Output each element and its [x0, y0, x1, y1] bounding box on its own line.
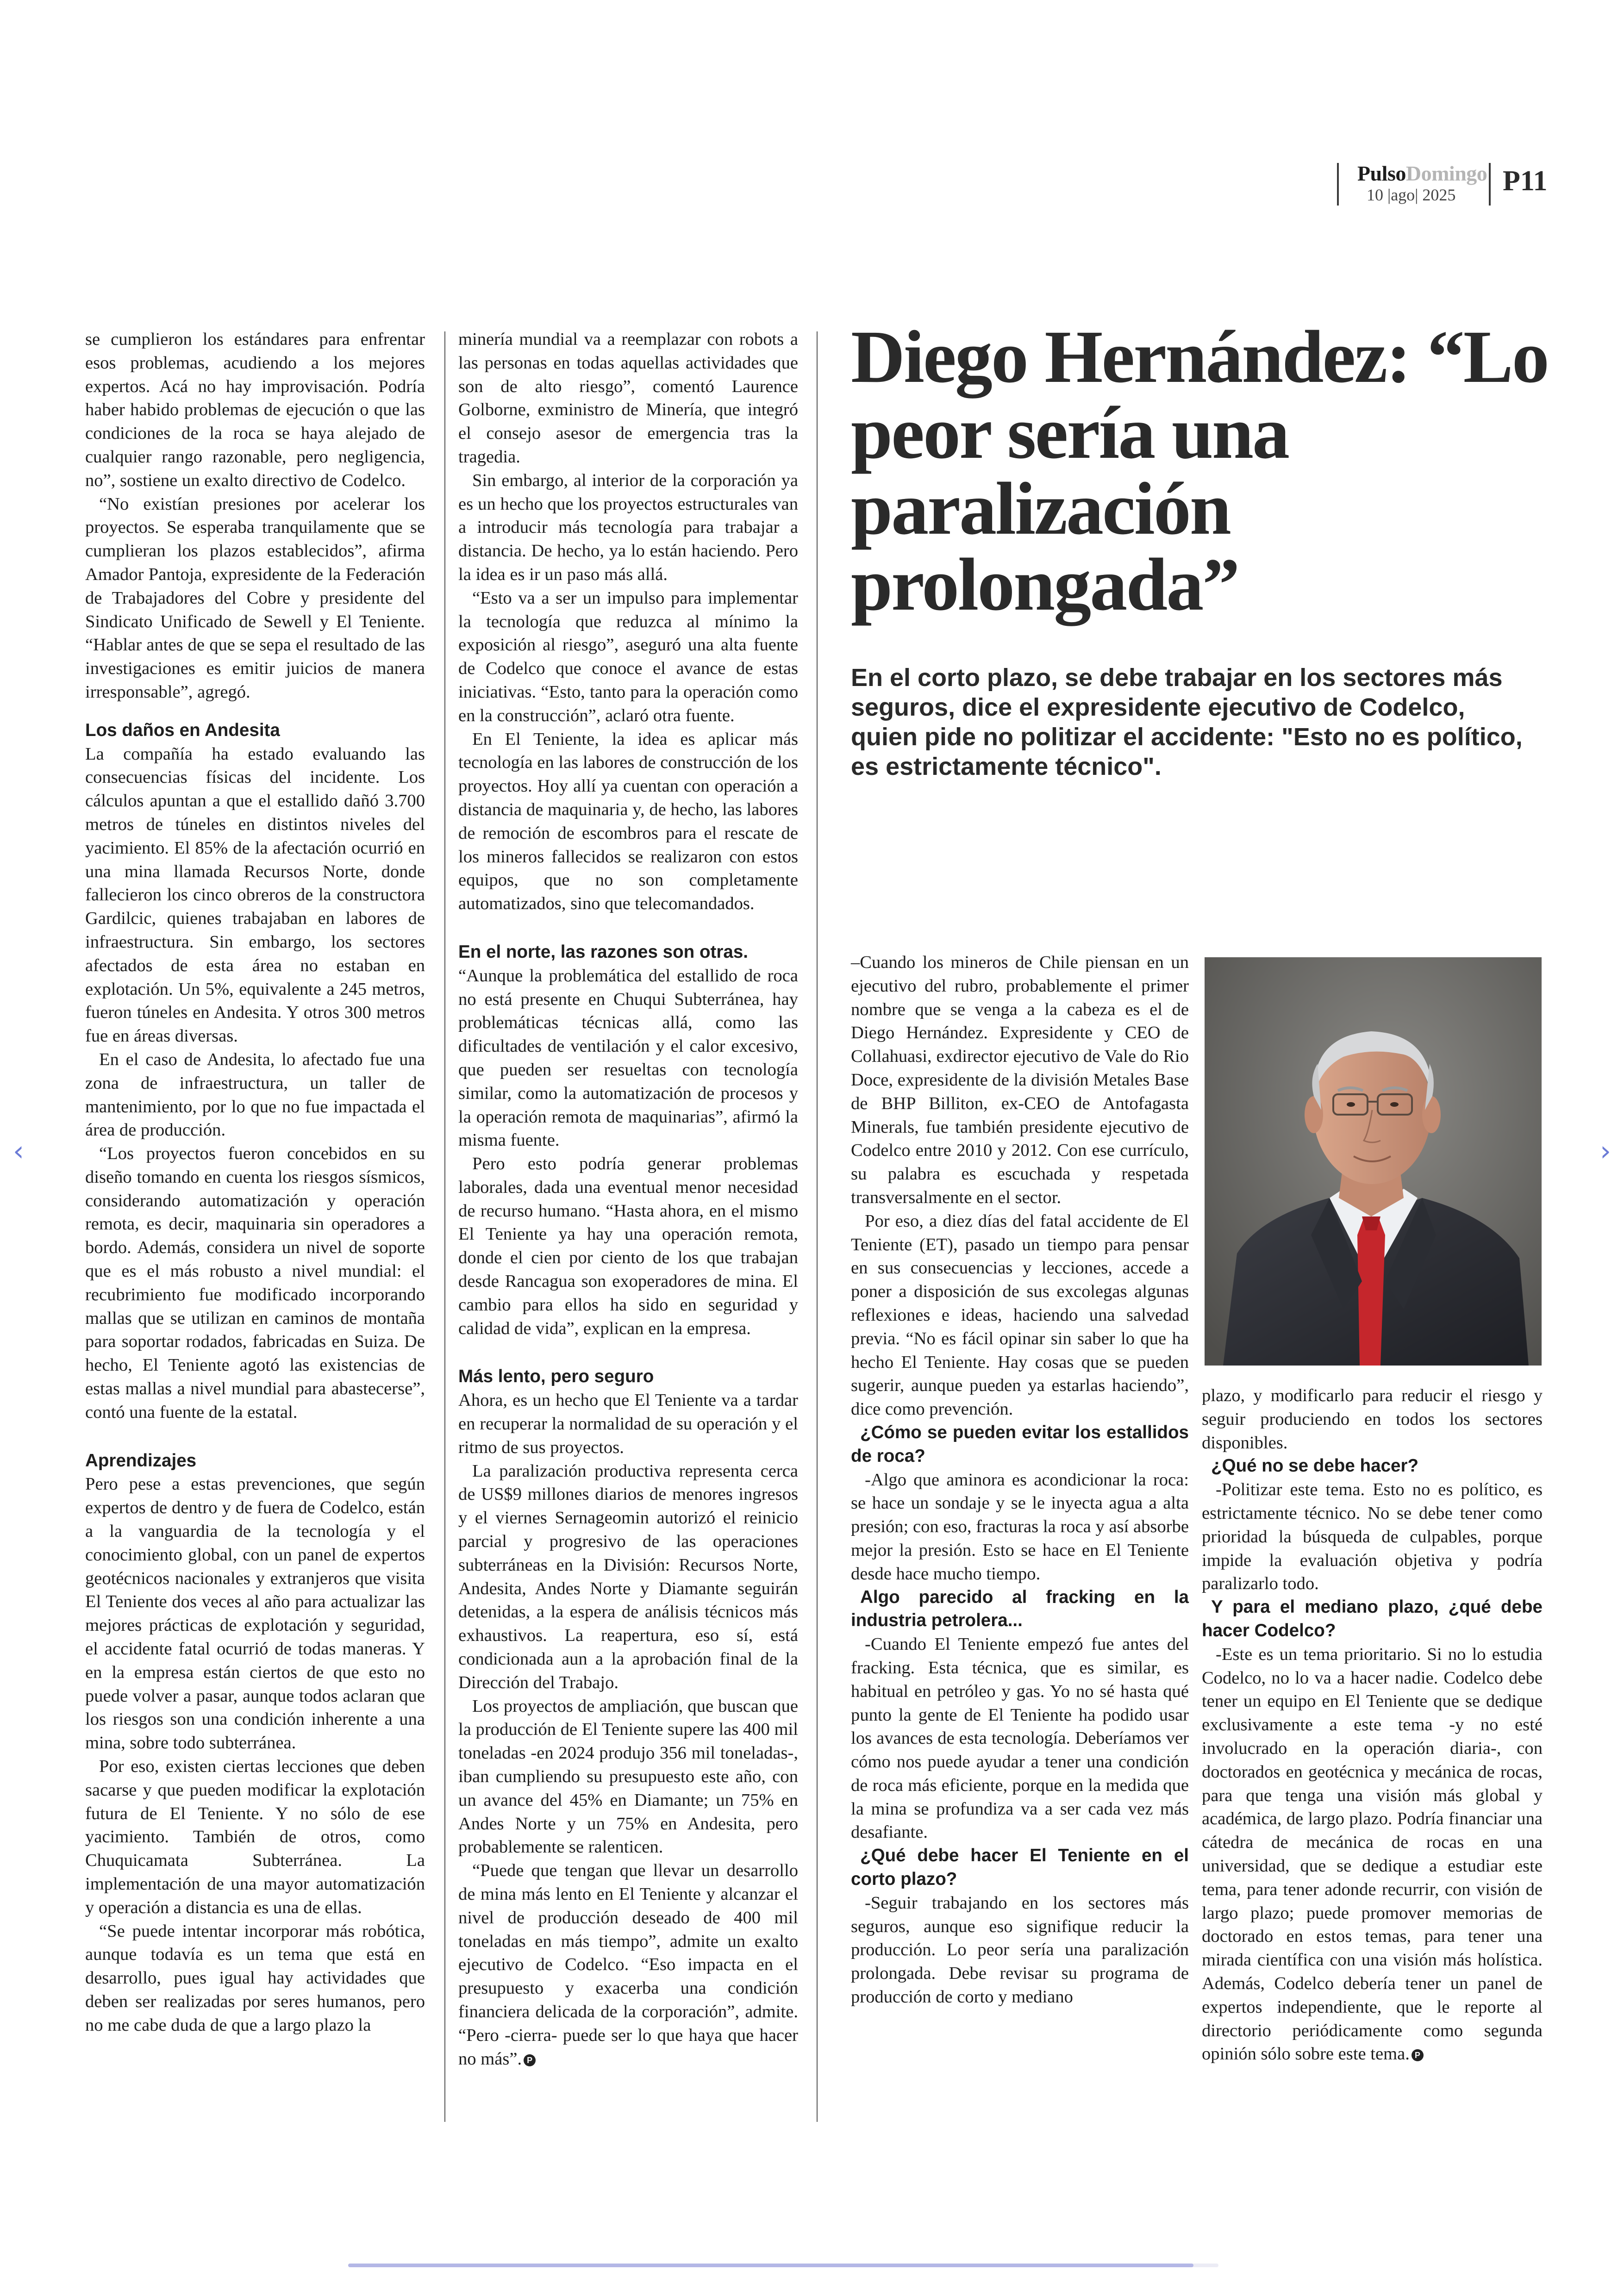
paragraph: “Los proyectos fueron concebidos en su diseño tomando en cuenta los riesgos sísmicos, considerando automatización y operación remota, es decir, maquinaria sin operadores a bordo. Además, considera un nivel de soporte que es el más robusto a nivel mundial: el recubrimiento fue modificado incorporando mallas que se utilizan en caminos de montaña para soportar rodados, fabricadas en Suiza. De hecho, El Teniente agotó las existencias de estas mallas a nivel mundial para abastecerse”, contó una fuente de la estatal.: [85, 1144, 425, 1422]
subheading: Aprendizajes: [85, 1450, 197, 1471]
paragraph: minería mundial va a reemplazar con robots a las personas en todas aquellas actividades que son de alto riesgo”, comentó Laurence Golborne, exministro de Minería, que integró el consejo asesor de emergencia tras la tragedia.: [458, 330, 798, 467]
brand-section: Domingo: [1405, 162, 1487, 185]
end-of-article-mark: P: [524, 2054, 536, 2066]
paragraph: “Esto va a ser un impulso para implementar la tecnología que reduzca al mínimo la exposición al riesgo”, aseguró una alta fuente de Codelco que conoce el avance de estas iniciativas. “Esto, tanto para la operación como en la construcción”, aclaró otra fuente.: [458, 588, 798, 725]
article-deck: En el corto plazo, se debe trabajar en los sectores más seguros, dice el expresidente ejecutivo de Codelco, quien pide no politizar el accidente: "Esto no es político, es estrictamente técnico".: [851, 664, 1523, 780]
interview-answer-continued: plazo, y modificarlo para reducir el riesgo y seguir produciendo en todos los sectores disponibles.: [1202, 1386, 1543, 1453]
horizontal-scrollbar-thumb[interactable]: [348, 2264, 1193, 2267]
column-rule: [444, 331, 445, 2122]
paragraph: [458, 1859, 798, 2070]
intro-paragraph: –Cuando los mineros de Chile piensan en un ejecutivo del rubro, probablemente el primer nombre que se venga a la cabeza es el de Diego Hernández. Expresidente y CEO de Collahuasi, exdirector ejecutivo de Vale do Rio Doce, expresidente de la división Metales Base de BHP Billiton, ex-CEO de Antofagasta Minerals, fue también presidente ejecutivo de Codelco entre 2010 y 2012. Con ese currículo, su palabra es escuchada y respetada transversalmente en el sector.: [851, 953, 1189, 1207]
paragraph: En El Teniente, la idea es aplicar más tecnología en las labores de construcción de los proyectos. Hoy allí ya cuentan con operación a distancia de maquinaria y, de hecho, las labores de remoción de escombros para el rescate de los mineros fallecidos se realizaron con estos equipos, que no son completamente automatizados, sino que telecomandados.: [458, 729, 798, 914]
subheading: En el norte, las razones son otras.: [458, 942, 749, 962]
paragraph: se cumplieron los estándares para enfrentar esos problemas, acudiendo a los mejores expertos. Acá no hay improvisación. Podría haber habido problemas de ejecución o que las condiciones de la roca se haya alejado de cualquier rango razonable, pero negligencia, no”, sostiene un exalto directivo de Codelco.: [85, 330, 425, 490]
paragraph: Pero pese a estas prevenciones, que según expertos de dentro y de fuera de Codelco, están a la vanguardia de la tecnología y el conocimiento global, con un panel de expertos geotécnicos nacionales y extranjeros que visita El Teniente dos veces al año para actualizar las mejores prácticas de explotación y seguridad, el accidente fatal ocurrió de todas maneras. Y en la empresa están ciertos de que esto no puede volver a pasar, aunque todos aclaran que los riesgos son una condición inherente a una mina, sobre todo subterránea.: [85, 1474, 425, 1753]
header-divider-right: [1489, 163, 1491, 206]
paragraph: “Aunque la problemática del estallido de roca no está presente en Chuqui Subterránea, hay problemáticas técnicas allá, como las dificultades de ventilación y el calor excesivo, que pueden ser resueltas con tecnología similar, como la automatización de procesos y la operación remota de maquinarias”, afirmó la misma fuente.: [458, 966, 798, 1150]
header-divider-left: [1337, 163, 1339, 206]
previous-page-button[interactable]: ‹: [13, 1135, 24, 1167]
interview-answer: -Seguir trabajando en los sectores más seguros, aunque eso signifique reducir la producción. Lo peor sería una paralización prolongada. Debe revisar su programa de producción de corto y mediano: [851, 1893, 1189, 2007]
paragraph: En el caso de Andesita, lo afectado fue una zona de infraestructura, un taller de mantenimiento, por lo que no fue impactada el área de producción.: [85, 1049, 425, 1140]
interview-answer: -Politizar este tema. Esto no es político, es estrictamente técnico. No se debe tener como prioridad la búsqueda de culpables, porque impide la evaluación objetiva y podría paralizarlo todo.: [1202, 1480, 1543, 1594]
interview-question: ¿Qué debe hacer El Teniente en el corto plazo?: [851, 1846, 1189, 1890]
column-rule: [817, 331, 818, 2122]
interview-column-2: [1202, 1384, 1543, 2066]
interview-answer: [1202, 1643, 1543, 2066]
issue-date: 10 |ago| 2025: [1367, 186, 1456, 204]
article-column-1: [85, 328, 425, 2037]
end-of-article-mark: P: [1412, 2049, 1424, 2061]
paragraph: Pero esto podría generar problemas laborales, dada una eventual menor necesidad de recurso humano. “Hasta ahora, en el mismo El Teniente ya hay una operación remota, donde el cien por ciento de los que trabajan desde Rancagua son exoperadores de mina. El cambio para ellos ha sido en seguridad y calidad de vida”, explican en la empresa.: [458, 1154, 798, 1338]
paragraph: Los proyectos de ampliación, que buscan que la producción de El Teniente supere las 400 mil toneladas -en 2024 produjo 356 mil toneladas-, iban cumpliendo su presupuesto este año, con un avance del 45% en Diamante; un 75% en Andes Norte y un 75% en Andesita, pero probablemente se ralenticen.: [458, 1696, 798, 1857]
interview-question: Y para el mediano plazo, ¿qué debe hacer Codelco?: [1202, 1597, 1543, 1640]
paragraph: “Se puede intentar incorporar más robótica, aunque todavía es un tema que está en desarrollo, pues igual hay actividades que deben ser realizadas por seres humanos, pero no me cabe duda de que a largo plazo la: [85, 1921, 425, 2035]
interview-question: ¿Cómo se pueden evitar los estallidos de roca?: [851, 1422, 1189, 1466]
next-page-button[interactable]: ›: [1600, 1135, 1611, 1167]
interview-question: ¿Qué no se debe hacer?: [1211, 1456, 1419, 1476]
paragraph: “No existían presiones por acelerar los proyectos. Se esperaba tranquilamente que se cumplieran los plazos establecidos”, afirma Amador Pantoja, expresidente de la Federación de Trabajadores del Cobre y presidente del Sindicato Unificado de Sewell y El Teniente. “Hablar antes de que se sepa el resultado de las investigaciones es emitir juicios de manera irresponsable”, agregó.: [85, 494, 425, 702]
subheading: Más lento, pero seguro: [458, 1366, 654, 1387]
paragraph-text: “Puede que tengan que llevar un desarrollo de mina más lento en El Teniente y alcanzar el nivel de producción deseado de 400 mil toneladas en más tiempo”, admite un exalto ejecutivo de Codelco. “Eso impacta en el presupuesto y exacerba una condición financiera delicada de la corporación”, admite. “Pero -cierra- puede ser lo que haya que hacer no más”.: [458, 1861, 798, 2069]
paragraph: La paralización productiva representa cerca de US$9 millones diarios de menores ingresos y el viernes Sernageomin autorizó el reinicio parcial y progresivo de las operaciones subterráneas en la División: Recursos Norte, Andesita, Andes Norte y Diamante seguirán detenidas, a la espera de análisis técnicos más exhaustivos. La reapertura, eso sí, está condicionada aun a la aprobación final de la Dirección del Trabajo.: [458, 1461, 798, 1692]
paragraph: Sin embargo, al interior de la corporación ya es un hecho que los proyectos estructurales van a introducir más tecnología para trabajar a distancia. De hecho, ya lo están haciendo. Pero la idea es ir un paso más allá.: [458, 470, 798, 584]
interview-column-1: [851, 951, 1189, 2009]
subheading: Los daños en Andesita: [85, 720, 280, 740]
paragraph: La compañía ha estado evaluando las consecuencias físicas del incidente. Los cálculos apuntan a que el estallido dañó 3.700 metros de túneles en distintos niveles del yacimiento. El 85% de la afectación ocurrió en una mina llamada Recursos Norte, donde fallecieron los cinco obreros de la constructora Gardilcic, quienes trabajaban en labores de infraestructura. Sin embargo, los sectores afectados de esta área no estaban en explotación. Un 5%, equivalente a 245 metros, fueron túneles en Andesita. Y otros 300 metros fue en áreas diversas.: [85, 744, 425, 1046]
publication-brand: [1357, 161, 1487, 186]
paragraph: Por eso, a diez días del fatal accidente de El Teniente (ET), pasado un tiempo para pensar en sus consecuencias y lecciones, accede a poner a disposición de sus excolegas algunas reflexiones e ideas, haciendo una salvedad previa. “No es fácil opinar sin saber lo que ha hecho El Teniente. Hay cosas que se pueden sugerir, aunque pueden ya estarlas haciendo”, dice como prevención.: [851, 1211, 1189, 1419]
paragraph-text: -Este es un tema prioritario. Si no lo estudia Codelco, no lo va a hacer nadie. Codelco debe tener un equipo en El Teniente que se dedique exclusivamente a este tema -y no esté involucrado en la operación diaria-, con doctorados en geotécnica y mecánica de rocas, para que tenga una visión más global y académica, de largo plazo. Podría financiar una cátedra de mecánica de rocas en una universidad, que se dedique a estudiar este tema, para tener adonde recurrir, con visión de largo plazo; puede promover memorias de doctorado en estos temas, para tener una mirada científica con una visión más holística. Además, Codelco debería tener un panel de expertos independiente, que le reporte al directorio periódicamente como segunda opinión sólo sobre este tema.: [1202, 1644, 1543, 2064]
interview-answer: -Algo que aminora es acondicionar la roca: se hace un sondaje y se le inyecta agua a alta presión; con eso, fracturas la roca y así absorbe mejor la presión. Esto se hace en El Teniente desde hace mucho tiempo.: [851, 1470, 1189, 1584]
portrait-photo: [1205, 957, 1542, 1366]
interview-question: Algo parecido al fracking en la industria petrolera...: [851, 1587, 1189, 1631]
page-number: P11: [1503, 165, 1548, 197]
paragraph: Por eso, existen ciertas lecciones que deben sacarse y que pueden modificar la explotación futura de El Teniente. Y no sólo de ese yacimiento. También de otros, como Chuquicamata Subterránea. La implementación de una mayor automatización y operación a distancia es una de ellas.: [85, 1757, 425, 1917]
headline: Diego Hernández: “Lo peor sería una paralización prolongada”: [851, 316, 1548, 626]
article-column-2: [458, 328, 798, 2070]
brand-name: Pulso: [1357, 162, 1406, 185]
paragraph: Ahora, es un hecho que El Teniente va a tardar en recuperar la normalidad de su operación y el ritmo de sus proyectos.: [458, 1391, 798, 1457]
interview-answer: -Cuando El Teniente empezó fue antes del fracking. Esta técnica, que es similar, es habitual en petróleo y gas. Yo no sé hasta qué punto la gente de El Teniente ha podido usar los avances de esta tecnología. Deberíamos ver cómo nos puede ayudar a tener una condición de roca más eficiente, porque en la medida que la mina se profundiza va a ser cada vez más desafiante.: [851, 1634, 1189, 1842]
